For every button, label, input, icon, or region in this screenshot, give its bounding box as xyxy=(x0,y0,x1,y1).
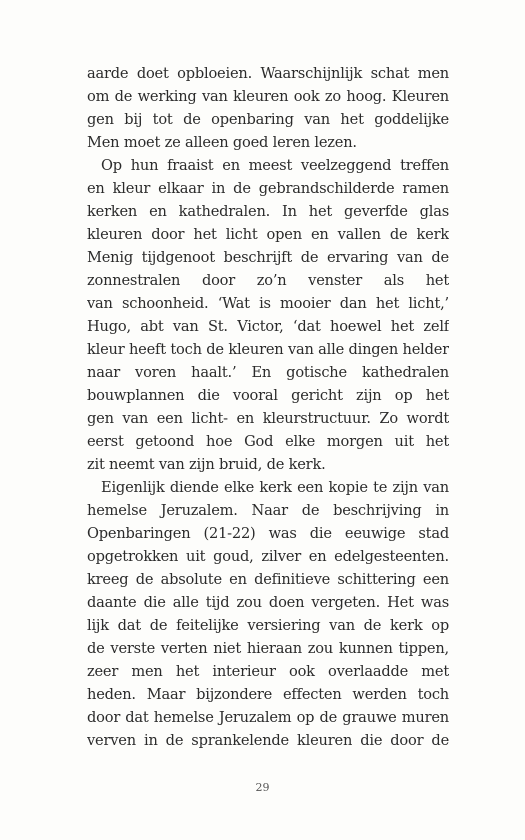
text-line: om de werking van kleuren ook zo hoog. Kleuren xyxy=(87,88,449,105)
text-line: eerst getoond hoe God elke morgen uit het xyxy=(87,433,449,450)
page-number: 29 xyxy=(255,781,270,794)
text-line: kreeg de absolute en definitieve schittering een xyxy=(87,571,449,588)
text-line: heden. Maar bijzondere effecten werden toch xyxy=(87,686,449,703)
text-line: aarde doet opbloeien. Waarschijnlijk schat men xyxy=(87,65,449,82)
text-line: gen bij tot de openbaring van het goddelijke xyxy=(87,111,449,128)
text-line: verven in de sprankelende kleuren die door de xyxy=(87,732,449,749)
text-line: Eigenlijk diende elke kerk een kopie te zijn van xyxy=(101,479,449,496)
text-line: Hugo, abt van St. Victor, ‘dat hoewel het zelf xyxy=(87,318,449,335)
text-line: zeer men het interieur ook overlaadde met xyxy=(87,663,449,680)
text-line: opgetrokken uit goud, zilver en edelgesteenten. xyxy=(87,548,449,565)
text-line: Men moet ze alleen goed leren lezen. xyxy=(87,134,357,151)
text-line: lijk dat de feitelijke versiering van de kerk op xyxy=(87,617,449,634)
text-line: zit neemt van zijn bruid, de kerk. xyxy=(87,456,326,473)
text-line: Openbaringen (21-22) was die eeuwige stad xyxy=(87,525,449,542)
text-line: bouwplannen die vooral gericht zijn op het xyxy=(87,387,449,404)
text-line: door dat hemelse Jeruzalem op de grauwe muren xyxy=(87,709,449,726)
text-line: Op hun fraaist en meest veelzeggend treffen xyxy=(101,157,449,174)
text-line: van schoonheid. ‘Wat is mooier dan het licht,’ xyxy=(87,295,449,312)
text-line: daante die alle tijd zou doen vergeten. Het was xyxy=(87,594,449,611)
text-line: zonnestralen door zo’n venster als het xyxy=(87,272,449,289)
text-line: hemelse Jeruzalem. Naar de beschrijving in xyxy=(87,502,449,519)
text-line: gen van een licht- en kleurstructuur. Zo wordt xyxy=(87,410,449,427)
text-line: en kleur elkaar in de gebrandschilderde ramen xyxy=(87,180,449,197)
text-line: de verste verten niet hieraan zou kunnen tippen, xyxy=(87,640,449,657)
text-line: kerken en kathedralen. In het geverfde glas xyxy=(87,203,449,220)
text-line: naar voren haalt.’ En gotische kathedralen xyxy=(87,364,449,381)
text-line: kleuren door het licht open en vallen de kerk xyxy=(87,226,449,243)
text-line: Menig tijdgenoot beschrijft de ervaring van de xyxy=(87,249,449,266)
text-line: kleur heeft toch de kleuren van alle dingen helder xyxy=(87,341,449,358)
body-text xyxy=(87,62,449,752)
